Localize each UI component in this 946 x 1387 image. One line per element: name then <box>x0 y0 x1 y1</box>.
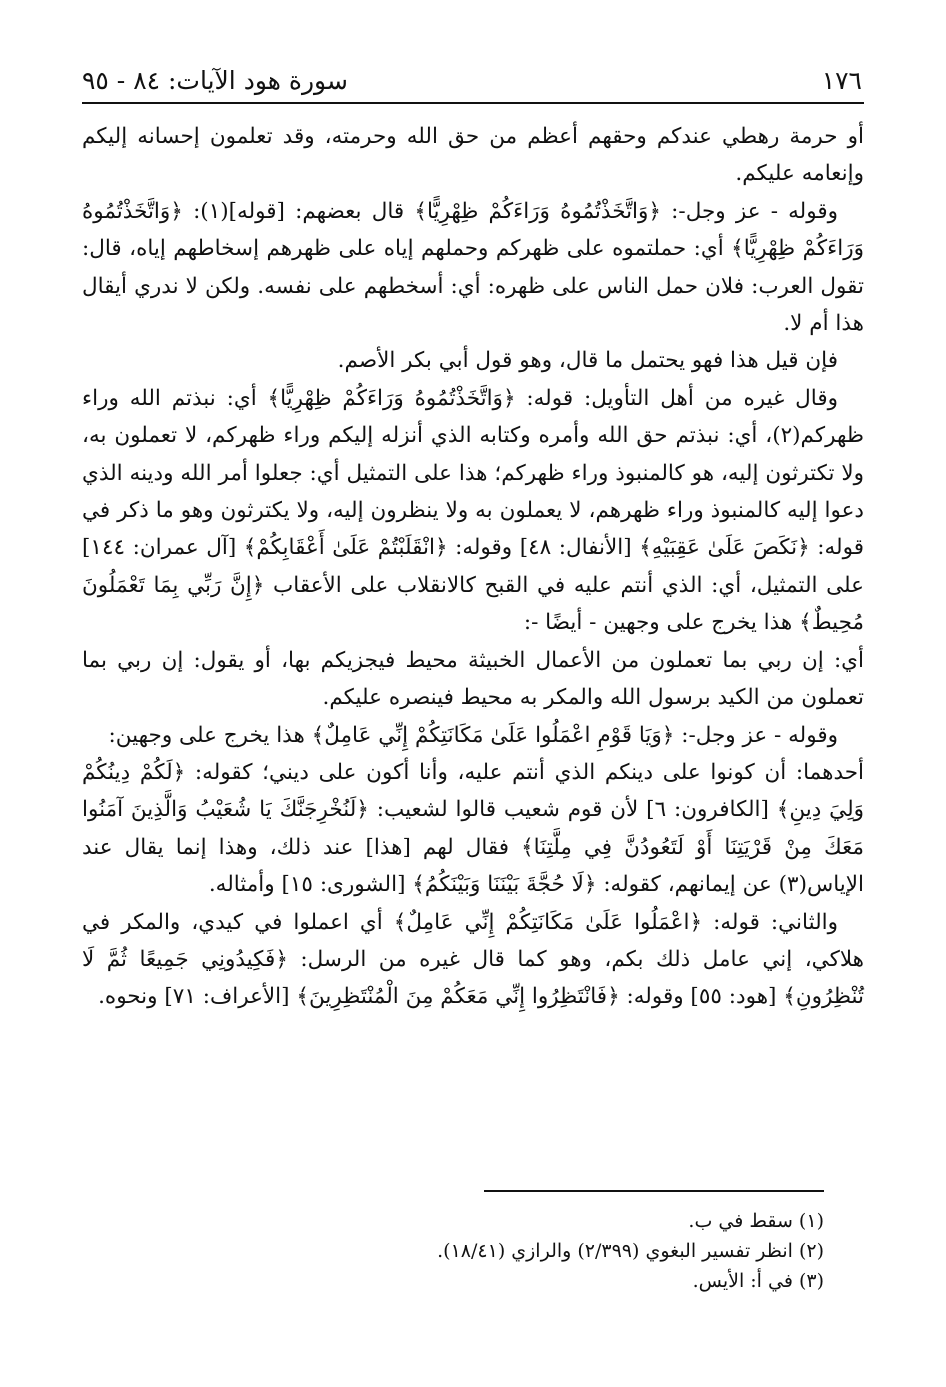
page-header <box>82 56 862 96</box>
page-number: ١٧٦ <box>821 66 862 95</box>
running-title: سورة هود الآيات: ٨٤ - ٩٥ <box>82 66 348 95</box>
paragraph: وقوله - عز وجل-: ﴿وَاتَّخَذْتُمُوهُ وَرَاءَكُمْ ظِهْرِيًّا﴾ قال بعضهم: [قوله](١): ﴿وَاتَّخَذْتُمُوهُ وَرَاءَكُمْ ظِهْرِيًّا﴾ أي: حملتموه على ظهركم وحملهم إياه على ظهرهم إسخاطهم إياه، قال: تقول العرب: فلان حمل الناس على ظهره: أي: أسخطهم على نفسه. ولكن لا ندري أيقال هذا أم لا. <box>82 198 864 337</box>
footnotes <box>82 1206 824 1296</box>
paragraph: وقوله - عز وجل-: ﴿وَيَا قَوْمِ اعْمَلُوا عَلَىٰ مَكَانَتِكُمْ إِنِّي عَامِلٌ﴾ هذا يخرج على وجهين: <box>108 722 838 748</box>
main-text <box>82 118 864 1016</box>
paragraph: فإن قيل هذا فهو يحتمل ما قال، وهو قول أبي بكر الأصم. <box>337 348 838 374</box>
paragraph: وقال غيره من أهل التأويل: قوله: ﴿وَاتَّخَذْتُمُوهُ وَرَاءَكُمْ ظِهْرِيًّا﴾ أي: نبذتم الله وراء ظهركم(٢)، أي: نبذتم حق الله وأمره وكتابه الذي أنزله إليكم وراء ظهركم، لا تعملون به، ولا تكترثون إليه، هو كالمنبوذ وراء ظهركم؛ هذا على التمثيل أي: جعلوا أمر الله ودينه الذي دعوا إليه كالمنبوذ وراء ظهرهم، لا يعملون به ولا ينظرون إليه، ولا يكترثون وهو ما ذكر في قوله: ﴿نَكَصَ عَلَىٰ عَقِبَيْهِ﴾ [الأنفال: ٤٨] وقوله: ﴿انْقَلَبْتُمْ عَلَىٰ أَعْقَابِكُمْ﴾ [آل عمران: ١٤٤] على التمثيل، أي: الذي أنتم عليه في القبح كالانقلاب على الأعقاب ﴿إِنَّ رَبِّي بِمَا تَعْمَلُونَ مُحِيطٌ﴾ هذا يخرج على وجهين - أيضًا -: <box>82 385 865 636</box>
header-rule <box>82 102 864 104</box>
footnote-separator <box>484 1190 824 1192</box>
paragraph: أحدهما: أن كونوا على دينكم الذي أنتم عليه، وأنا أكون على ديني؛ كقوله: ﴿لَكُمْ دِينُكُمْ وَلِيَ دِينِ﴾ [الكافرون: ٦] لأن قوم شعيب قالوا لشعيب: ﴿لَنُخْرِجَنَّكَ يَا شُعَيْبُ وَالَّذِينَ آمَنُوا مَعَكَ مِنْ قَرْيَتِنَا أَوْ لَتَعُودُنَّ فِي مِلَّتِنَا﴾ فقال لهم [هذا] عند ذلك، وهذا إنما يقال عند الإياس(٣) عن إيمانهم، كقوله: ﴿لَا حُجَّةَ بَيْنَنَا وَبَيْنَكُمُ﴾ [الشورى: ١٥] وأمثاله. <box>82 759 865 898</box>
footnote: (٣) في أ: الأيس. <box>692 1270 824 1292</box>
paragraph: أو حرمة رهطي عندكم وحقهم أعظم من حق الله وحرمته، وقد تعلمون إحسانه إليكم وإنعامه عليكم. <box>82 124 864 187</box>
footnote: (١) سقط في ب. <box>688 1210 824 1232</box>
paragraph: أي: إن ربي بما تعملون من الأعمال الخبيثة محيط فيجزيكم بها، أو يقول: إن ربي بما تعملون من الكيد برسول الله والمكر به محيط فينصره عليكم. <box>82 647 864 711</box>
paragraph: والثاني: قوله: ﴿اعْمَلُوا عَلَىٰ مَكَانَتِكُمْ إِنِّي عَامِلٌ﴾ أي اعملوا في كيدي، والمكر في هلاكي، إني عامل ذلك بكم، وهو كما قال غيره من الرسل: ﴿فَكِيدُونِي جَمِيعًا ثُمَّ لَا تُنْظِرُونِ﴾ [هود: ٥٥] وقوله: ﴿فَانْتَظِرُوا إِنِّي مَعَكُمْ مِنَ الْمُنْتَظِرِينَ﴾ [الأعراف: ٧١] ونحوه. <box>82 909 864 1010</box>
footnote: (٢) انظر تفسير البغوي (٢/٣٩٩) والرازي (١٨/٤١). <box>437 1240 824 1262</box>
